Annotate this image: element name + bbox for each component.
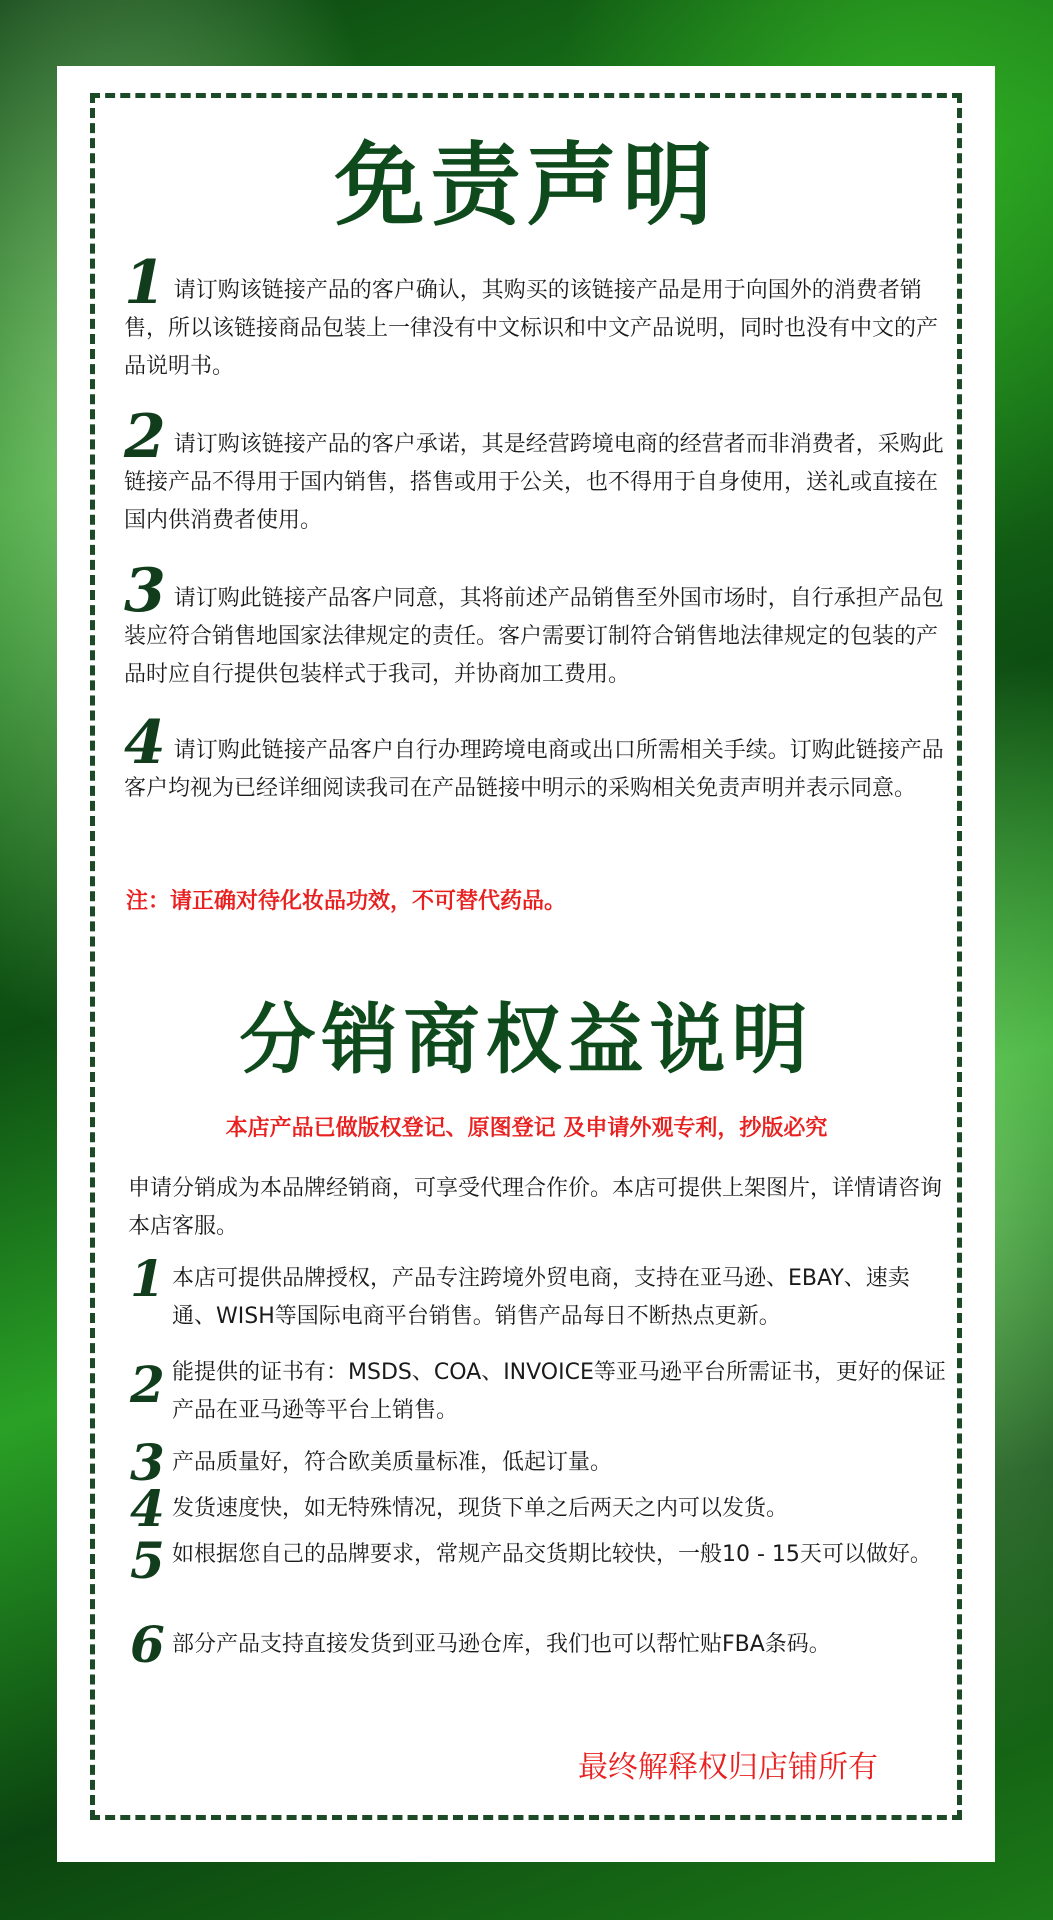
distributor-item-3	[130, 1433, 950, 1492]
item-number: 6	[130, 1615, 165, 1674]
disclaimer-item-2	[124, 402, 954, 540]
item-number: 2	[130, 1355, 165, 1414]
item-number: 1	[124, 248, 166, 318]
item-text: 请订购该链接产品的客户承诺，其是经营跨境电商的经营者而非消费者，采购此链接产品不得用于国内销售，搭售或用于公关，也不得用于自身使用，送礼或直接在国内供消费者使用。	[124, 432, 944, 533]
item-number: 4	[130, 1479, 165, 1538]
item-text: 请订购该链接产品的客户确认，其购买的该链接产品是用于向国外的消费者销售，所以该链接商品包装上一律没有中文标识和中文产品说明，同时也没有中文的产品说明书。	[124, 278, 939, 379]
distributor-item-4	[130, 1479, 950, 1538]
item-number: 4	[124, 708, 166, 778]
distributor-item-6	[130, 1615, 950, 1674]
item-number: 1	[130, 1249, 165, 1308]
item-text: 能提供的证书有：MSDS、COA、INVOICE等亚马逊平台所需证书，更好的保证产品在亚马逊等平台上销售。	[172, 1360, 946, 1423]
item-text: 如根据您自己的品牌要求，常规产品交货期比较快，一般10 - 15天可以做好。	[172, 1542, 932, 1567]
item-number: 3	[124, 556, 166, 626]
distributor-item-2	[130, 1354, 950, 1430]
disclaimer-item-3	[124, 556, 954, 694]
item-number: 2	[124, 402, 166, 472]
item-text: 部分产品支持直接发货到亚马逊仓库，我们也可以帮忙贴FBA条码。	[172, 1632, 831, 1657]
disclaimer-note: 注：请正确对待化妆品功效，不可替代药品。	[126, 889, 567, 914]
item-text: 发货速度快，如无特殊情况，现货下单之后两天之内可以发货。	[172, 1496, 789, 1521]
item-number: 5	[130, 1531, 165, 1590]
distributor-item-1	[130, 1249, 950, 1336]
item-text: 产品质量好，符合欧美质量标准，低起订量。	[172, 1450, 613, 1475]
item-number: 3	[130, 1433, 165, 1492]
disclaimer-item-4	[124, 708, 954, 808]
distributor-item-5	[130, 1531, 950, 1590]
item-text: 请订购此链接产品客户自行办理跨境电商或出口所需相关手续。订购此链接产品客户均视为已经详细阅读我司在产品链接中明示的采购相关免责声明并表示同意。	[124, 738, 944, 801]
distributor-title: 分销商权益说明	[239, 995, 814, 1084]
footer-rights: 最终解释权归店铺所有	[578, 1750, 878, 1785]
disclaimer-title: 免责声明	[334, 133, 719, 238]
disclaimer-item-1	[124, 248, 954, 386]
item-text: 请订购此链接产品客户同意，其将前述产品销售至外国市场时，自行承担产品包装应符合销售地国家法律规定的责任。客户需要订制符合销售地法律规定的包装的产品时应自行提供包装样式于我司，并协商加工费用。	[124, 586, 944, 687]
distributor-intro: 申请分销成为本品牌经销商，可享受代理合作价。本店可提供上架图片，详情请咨询本店客服。	[128, 1176, 943, 1239]
item-text: 本店可提供品牌授权，产品专注跨境外贸电商，支持在亚马逊、EBAY、速卖通、WISH等国际电商平台销售。销售产品每日不断热点更新。	[172, 1266, 910, 1329]
copyright-notice: 本店产品已做版权登记、原图登记 及申请外观专利，抄版必究	[225, 1116, 828, 1141]
